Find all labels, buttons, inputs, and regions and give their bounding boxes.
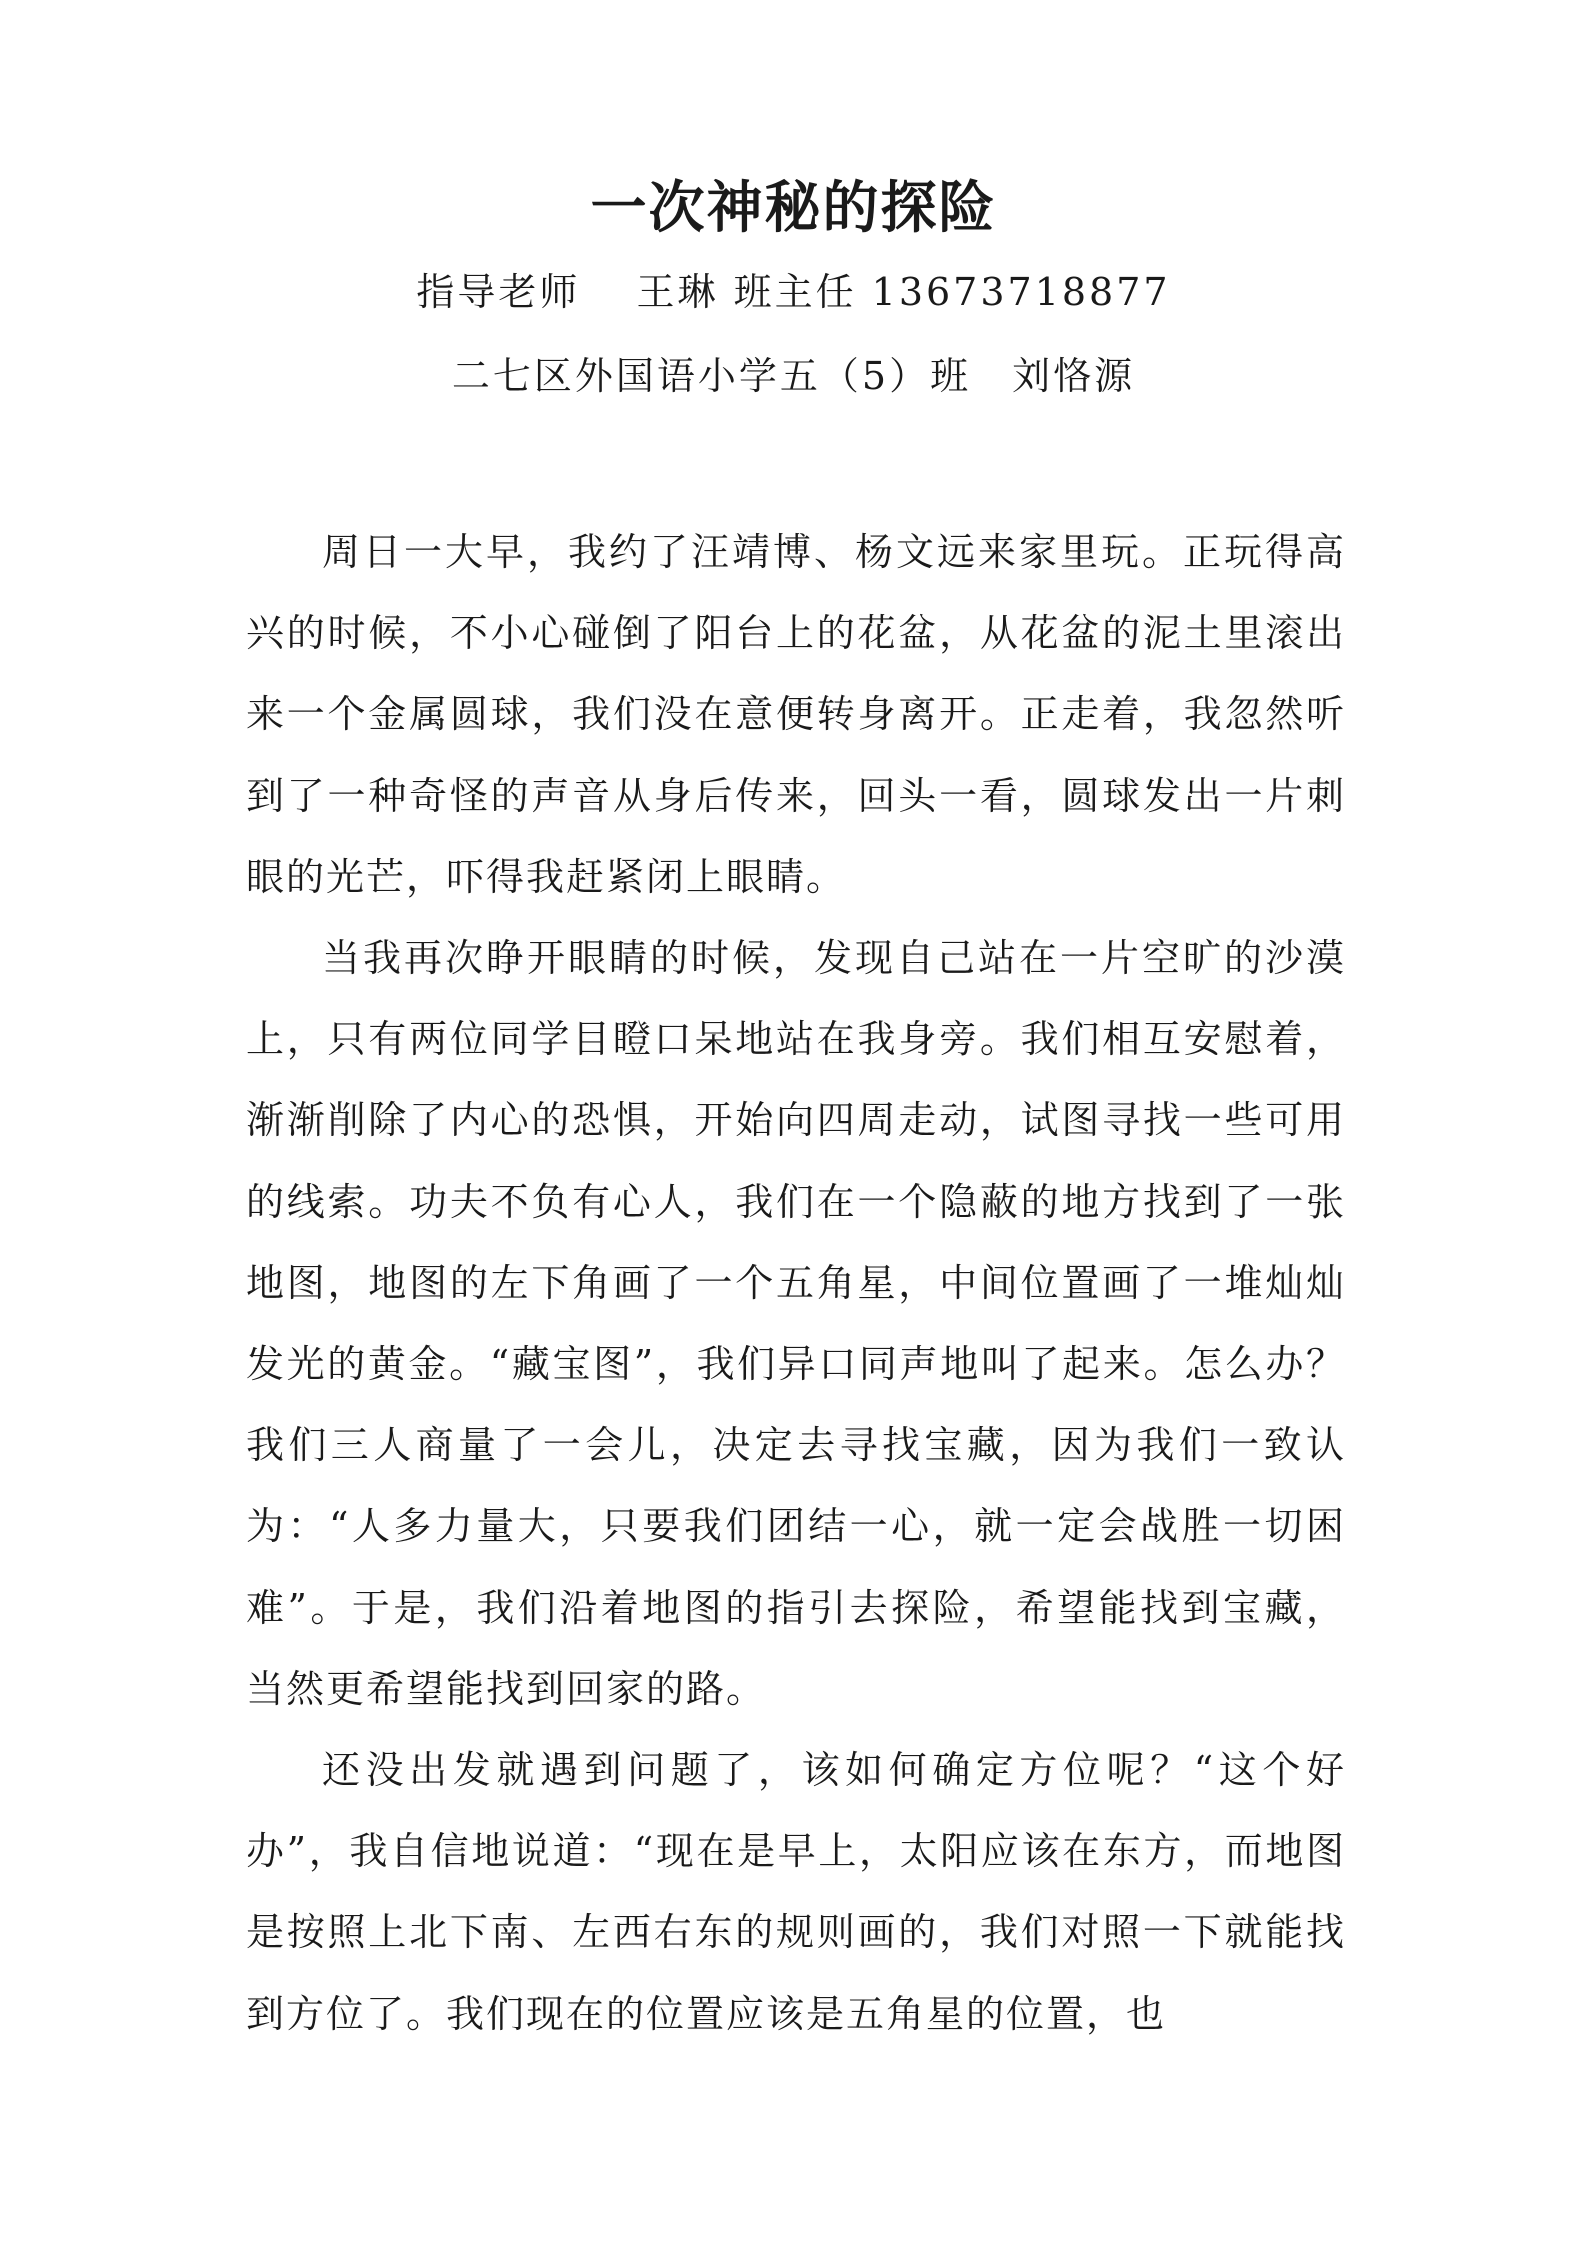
teacher-info: 指导老师 王琳 班主任 13673718877: [416, 270, 1171, 314]
document-title: 一次神秘的探险: [590, 175, 997, 241]
paragraph-2: 当我再次睁开眼睛的时候，发现自己站在一片空旷的沙漠上，只有两位同学目瞪口呆地站在我身旁。我们相互安慰着，渐渐削除了内心的恐惧，开始向四周走动，试图寻找一些可用的线索。功夫不负有心人，我们在一个隐蔽的地方找到了一张地图，地图的左下角画了一个五角星，中间位置画了一堆灿灿发光的黄金。“藏宝图”，我们异口同声地叫了起来。怎么办？我们三人商量了一会儿，决定去寻找宝藏，因为我们一致认为：“人多力量大，只要我们团结一心，就一定会战胜一切困难”。于是，我们沿着地图的指引去探险，希望能找到宝藏，当然更希望能找到回家的路。: [246, 936, 1346, 1711]
author-info: 二七区外国语小学五（5）班 刘恪源: [451, 354, 1136, 398]
paragraph-1: 周日一大早，我约了汪靖博、杨文远来家里玩。正玩得高兴的时候，不小心碰倒了阳台上的花盆，从花盆的泥土里滚出来一个金属圆球，我们没在意便转身离开。正走着，我忽然听到了一种奇怪的声音从身后传来，回头一看，圆球发出一片刺眼的光芒，吓得我赶紧闭上眼睛。: [246, 530, 1346, 899]
paragraph-3: 还没出发就遇到问题了，该如何确定方位呢？“这个好办”，我自信地说道：“现在是早上，太阳应该在东方，而地图是按照上北下南、左西右东的规则画的，我们对照一下就能找到方位了。我们现在的位置应该是五角星的位置，也: [246, 1748, 1346, 2036]
article-body: [246, 512, 1346, 2055]
